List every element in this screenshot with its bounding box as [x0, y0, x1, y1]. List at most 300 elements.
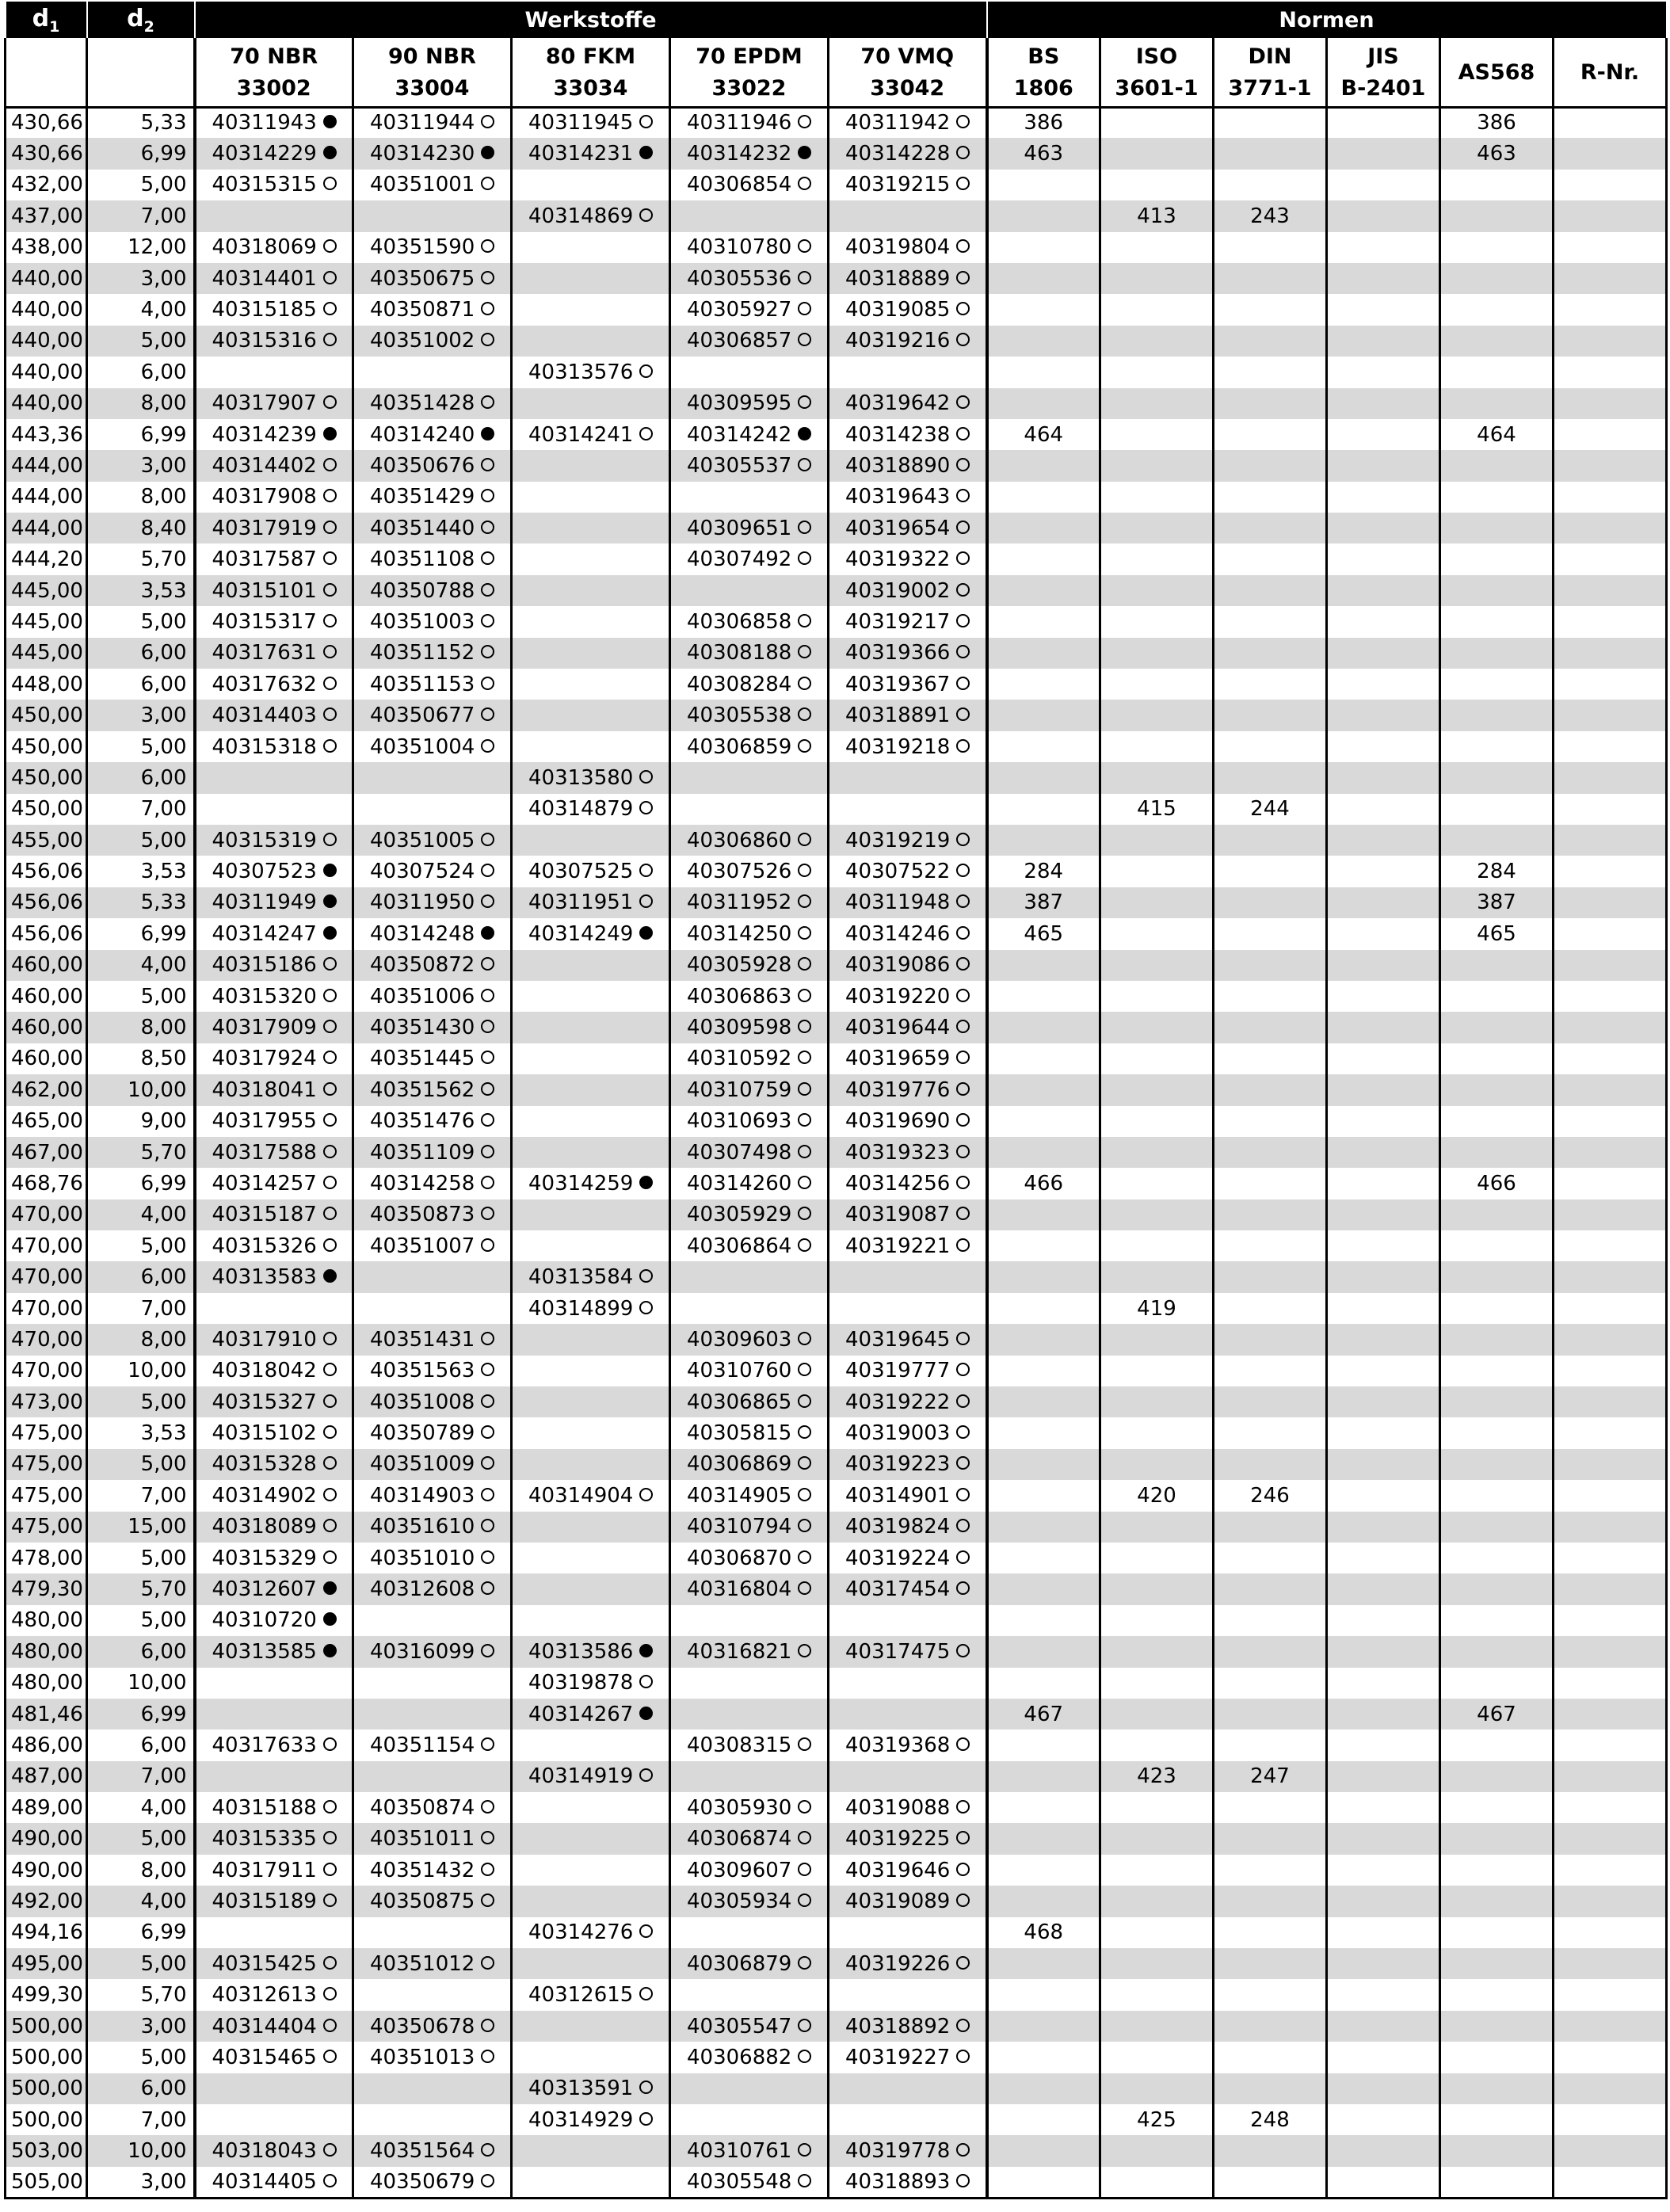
cell-norm	[1214, 1074, 1327, 1105]
cell-norm	[1214, 606, 1327, 637]
cell-norm	[1100, 1356, 1214, 1386]
cell-material	[829, 1449, 987, 1480]
cell-norm	[1327, 1823, 1440, 1854]
table-row	[6, 1543, 1667, 1573]
cell-norm	[1214, 1512, 1327, 1543]
cell-norm	[1440, 1543, 1554, 1573]
cell-material	[512, 2073, 670, 2104]
article-number: 40315327	[212, 1390, 317, 1414]
cell-material	[512, 1573, 670, 1604]
open-circle-icon	[956, 2174, 970, 2187]
cell-material	[512, 1823, 670, 1854]
cell-norm	[1100, 1417, 1214, 1448]
cell-norm	[1554, 1449, 1667, 1480]
cell-d1: 478,00	[6, 1543, 87, 1573]
cell-material	[512, 1480, 670, 1511]
article-number: 40351002	[370, 329, 475, 353]
table-row	[6, 1886, 1667, 1916]
open-circle-icon	[956, 1176, 970, 1189]
cell-norm: 419	[1100, 1293, 1214, 1324]
cell-d1: 437,00	[6, 200, 87, 231]
cell-d1: 460,00	[6, 1043, 87, 1074]
article-number: 40319643	[845, 485, 951, 509]
cell-norm	[1214, 1543, 1327, 1573]
cell-material	[195, 1543, 353, 1573]
cell-d1: 480,00	[6, 1668, 87, 1699]
open-circle-icon	[323, 1207, 337, 1220]
article-number: 40317924	[212, 1047, 317, 1071]
cell-norm	[987, 731, 1100, 762]
cell-d1: 440,00	[6, 294, 87, 325]
article-number: 40315315	[212, 173, 317, 197]
open-circle-icon	[798, 271, 811, 284]
cell-material	[670, 1480, 829, 1511]
table-row	[6, 887, 1667, 918]
cell-material	[195, 1792, 353, 1823]
article-number: 40315328	[212, 1452, 317, 1477]
filled-circle-icon	[323, 427, 337, 440]
cell-material	[512, 513, 670, 543]
article-number: 40319221	[845, 1234, 951, 1258]
article-number: 40311943	[212, 111, 317, 135]
open-circle-icon	[323, 1550, 337, 1564]
cell-d1: 445,00	[6, 606, 87, 637]
cell-norm	[1100, 170, 1214, 200]
article-number: 40351004	[370, 734, 475, 759]
cell-norm	[1100, 107, 1214, 138]
cell-material	[829, 700, 987, 730]
cell-norm	[987, 200, 1100, 231]
open-circle-icon	[798, 1644, 811, 1657]
cell-material	[670, 606, 829, 637]
cell-material	[353, 2104, 512, 2135]
cell-norm	[1214, 419, 1327, 450]
open-circle-icon	[481, 1363, 494, 1376]
cell-norm: 386	[1440, 107, 1554, 138]
cell-norm	[1100, 1855, 1214, 1886]
cell-norm	[1100, 1168, 1214, 1199]
cell-material	[195, 1979, 353, 2010]
article-number: 40305536	[687, 266, 792, 291]
open-circle-icon	[323, 2019, 337, 2032]
cell-material	[512, 2135, 670, 2166]
article-number: 40314402	[212, 453, 317, 478]
open-circle-icon	[323, 489, 337, 502]
norm-name: BS	[1028, 44, 1060, 69]
cell-material	[512, 918, 670, 949]
article-number: 40314231	[528, 142, 634, 166]
cell-norm	[1327, 2073, 1440, 2104]
table-row	[6, 669, 1667, 700]
cell-norm	[1554, 450, 1667, 481]
cell-norm: 464	[987, 419, 1100, 450]
cell-material	[195, 1761, 353, 1792]
cell-norm	[1327, 1699, 1440, 1730]
cell-material	[195, 450, 353, 481]
article-number: 40314901	[845, 1483, 951, 1508]
cell-norm	[1100, 1636, 1214, 1667]
cell-norm	[1554, 543, 1667, 574]
cell-material	[512, 1106, 670, 1137]
cell-norm	[1554, 1356, 1667, 1386]
article-number: 40308188	[687, 641, 792, 666]
cell-material	[829, 482, 987, 513]
article-number: 40314256	[845, 1171, 951, 1196]
table-row	[6, 1699, 1667, 1730]
cell-material	[829, 1293, 987, 1324]
cell-norm	[1327, 1792, 1440, 1823]
cell-norm	[1214, 1386, 1327, 1417]
cell-norm	[987, 1792, 1100, 1823]
cell-d2: 5,00	[87, 825, 195, 856]
article-number: 40310759	[687, 1077, 792, 1102]
article-number: 40315101	[212, 578, 317, 603]
open-circle-icon	[956, 1581, 970, 1595]
article-number: 40351590	[370, 235, 475, 260]
open-circle-icon	[798, 926, 811, 940]
cell-norm	[987, 170, 1100, 200]
cell-norm	[1327, 1730, 1440, 1760]
cell-norm	[987, 1012, 1100, 1043]
cell-material	[670, 513, 829, 543]
open-circle-icon	[798, 1020, 811, 1033]
cell-norm	[1554, 1668, 1667, 1699]
cell-norm	[1327, 1293, 1440, 1324]
article-number: 40319777	[845, 1359, 951, 1383]
article-number: 40350676	[370, 453, 475, 478]
filled-circle-icon	[323, 1269, 337, 1283]
article-number: 40350678	[370, 2014, 475, 2038]
open-circle-icon	[481, 1207, 494, 1220]
material-header	[353, 39, 512, 107]
cell-norm	[1100, 482, 1214, 513]
open-circle-icon	[798, 1176, 811, 1189]
article-number: 40351476	[370, 1109, 475, 1134]
article-number: 40307526	[687, 860, 792, 884]
cell-norm: 466	[1440, 1168, 1554, 1199]
open-circle-icon	[956, 302, 970, 315]
cell-material	[512, 2042, 670, 2073]
cell-norm	[1100, 2011, 1214, 2042]
cell-norm	[1327, 1480, 1440, 1511]
cell-norm	[1440, 1012, 1554, 1043]
cell-d2: 12,00	[87, 232, 195, 263]
open-circle-icon	[956, 1207, 970, 1220]
open-circle-icon	[798, 645, 811, 658]
cell-norm	[987, 1324, 1100, 1355]
cell-material	[512, 669, 670, 700]
cell-material	[670, 638, 829, 669]
material-name: 70 VMQ	[860, 44, 955, 69]
table-row	[6, 1137, 1667, 1168]
cell-norm	[987, 1605, 1100, 1636]
article-number: 40350874	[370, 1795, 475, 1820]
open-circle-icon	[481, 894, 494, 908]
cell-material	[829, 2073, 987, 2104]
cell-norm: 387	[987, 887, 1100, 918]
table-row	[6, 1823, 1667, 1854]
table-row	[6, 1761, 1667, 1792]
article-number: 40306858	[687, 609, 792, 634]
material-code: 33034	[553, 75, 628, 101]
article-number: 40350789	[370, 1421, 475, 1446]
cell-norm	[1554, 1230, 1667, 1261]
cell-d1: 445,00	[6, 575, 87, 606]
article-number: 40317911	[212, 1858, 317, 1882]
table-row	[6, 107, 1667, 138]
cell-material	[512, 1979, 670, 2010]
cell-material	[670, 981, 829, 1012]
open-circle-icon	[481, 614, 494, 627]
filled-circle-icon	[323, 864, 337, 877]
cell-norm	[1440, 1573, 1554, 1604]
cell-norm	[987, 543, 1100, 574]
table-row	[6, 2011, 1667, 2042]
article-number: 40305815	[687, 1421, 792, 1446]
cell-material	[353, 1730, 512, 1760]
article-number: 40314229	[212, 142, 317, 166]
table-row	[6, 2104, 1667, 2135]
cell-norm	[1440, 482, 1554, 513]
cell-material	[670, 1199, 829, 1230]
open-circle-icon	[798, 833, 811, 846]
cell-material	[353, 1199, 512, 1230]
article-number: 40310720	[212, 1608, 317, 1633]
cell-material	[195, 543, 353, 574]
cell-material	[829, 1230, 987, 1261]
cell-material	[353, 669, 512, 700]
cell-norm	[1440, 1823, 1554, 1854]
open-circle-icon	[956, 333, 970, 346]
open-circle-icon	[956, 707, 970, 721]
cell-material	[353, 450, 512, 481]
article-number: 40307492	[687, 547, 792, 572]
cell-material	[353, 2167, 512, 2198]
cell-material	[353, 1324, 512, 1355]
cell-material	[195, 606, 353, 637]
cell-norm	[987, 326, 1100, 357]
article-number: 40351431	[370, 1327, 475, 1352]
table-row	[6, 1480, 1667, 1511]
open-circle-icon	[639, 1675, 653, 1688]
open-circle-icon	[798, 1894, 811, 1907]
cell-material	[670, 1573, 829, 1604]
cell-d1: 486,00	[6, 1730, 87, 1760]
cell-material	[512, 1855, 670, 1886]
cell-norm	[1554, 1699, 1667, 1730]
cell-norm	[1100, 1730, 1214, 1760]
cell-norm	[1214, 1730, 1327, 1760]
cell-norm	[1440, 794, 1554, 825]
cell-norm	[1327, 1106, 1440, 1137]
cell-norm	[1100, 1823, 1214, 1854]
cell-d2: 10,00	[87, 1074, 195, 1105]
open-circle-icon	[956, 1425, 970, 1439]
cell-d1: 500,00	[6, 2011, 87, 2042]
article-number: 40319776	[845, 1077, 951, 1102]
cell-d2: 3,53	[87, 856, 195, 887]
open-circle-icon	[956, 395, 970, 409]
open-circle-icon	[798, 1800, 811, 1813]
cell-d1: 475,00	[6, 1449, 87, 1480]
article-number: 40319222	[845, 1390, 951, 1414]
cell-norm	[1440, 326, 1554, 357]
filled-circle-icon	[323, 115, 337, 128]
article-number: 40305928	[687, 953, 792, 978]
cell-d1: 438,00	[6, 232, 87, 263]
cell-norm	[1100, 326, 1214, 357]
cell-material	[512, 731, 670, 762]
open-circle-icon	[798, 1051, 811, 1064]
cell-norm	[1554, 1261, 1667, 1292]
open-circle-icon	[956, 458, 970, 471]
open-circle-icon	[481, 1332, 494, 1345]
cell-material	[195, 1730, 353, 1760]
cell-d2: 3,00	[87, 450, 195, 481]
cell-material	[353, 1480, 512, 1511]
open-circle-icon	[323, 2050, 337, 2063]
open-circle-icon	[956, 489, 970, 502]
open-circle-icon	[481, 271, 494, 284]
article-number: 40319223	[845, 1452, 951, 1477]
cell-norm	[1327, 856, 1440, 887]
open-circle-icon	[798, 1456, 811, 1470]
cell-material	[353, 543, 512, 574]
article-number: 40314259	[528, 1171, 634, 1196]
cell-material	[829, 2104, 987, 2135]
cell-norm	[1327, 326, 1440, 357]
article-number: 40317454	[845, 1577, 951, 1602]
cell-norm	[1440, 1449, 1554, 1480]
cell-norm	[1554, 388, 1667, 419]
cell-d2: 5,33	[87, 107, 195, 138]
open-circle-icon	[323, 2143, 337, 2157]
cell-norm	[1214, 388, 1327, 419]
cell-norm	[1214, 1699, 1327, 1730]
article-number: 40318089	[212, 1515, 317, 1539]
article-number: 40315319	[212, 828, 317, 852]
cell-norm	[1214, 357, 1327, 387]
article-number: 40319226	[845, 1951, 951, 1976]
open-circle-icon	[323, 1425, 337, 1439]
cell-material	[512, 232, 670, 263]
cell-d2: 6,99	[87, 1168, 195, 1199]
article-number: 40317907	[212, 391, 317, 416]
cell-norm	[1214, 482, 1327, 513]
cell-norm	[987, 388, 1100, 419]
cell-norm	[1214, 1199, 1327, 1230]
cell-norm	[1440, 2167, 1554, 2198]
cell-norm	[1214, 1823, 1327, 1854]
cell-material	[353, 825, 512, 856]
open-circle-icon	[798, 1863, 811, 1876]
cell-material	[195, 1699, 353, 1730]
open-circle-icon	[956, 146, 970, 159]
table-row	[6, 638, 1667, 669]
cell-material	[829, 575, 987, 606]
open-circle-icon	[798, 177, 811, 190]
cell-norm	[1214, 1855, 1327, 1886]
article-number: 40314404	[212, 2014, 317, 2038]
open-circle-icon	[323, 1332, 337, 1345]
table-row	[6, 1199, 1667, 1230]
cell-material	[829, 1137, 987, 1168]
cell-d1: 490,00	[6, 1855, 87, 1886]
article-number: 40311949	[212, 891, 317, 915]
open-circle-icon	[481, 1737, 494, 1751]
cell-d1: 460,00	[6, 1012, 87, 1043]
cell-d2: 3,00	[87, 2167, 195, 2198]
open-circle-icon	[956, 1488, 970, 1501]
cell-material	[353, 1106, 512, 1137]
norm-header	[1554, 39, 1667, 107]
cell-material	[670, 543, 829, 574]
cell-material	[195, 388, 353, 419]
cell-material	[353, 700, 512, 730]
cell-material	[829, 1324, 987, 1355]
cell-material	[512, 606, 670, 637]
cell-material	[512, 543, 670, 574]
cell-norm	[1214, 1137, 1327, 1168]
cell-material	[829, 2135, 987, 2166]
cell-material	[670, 1417, 829, 1448]
cell-norm	[1100, 575, 1214, 606]
article-number: 40319225	[845, 1827, 951, 1852]
open-circle-icon	[481, 1238, 494, 1252]
cell-material	[670, 2042, 829, 2073]
cell-norm	[1554, 1043, 1667, 1074]
cell-norm	[1554, 232, 1667, 263]
d1-header: $d_1$	[6, 1, 87, 39]
cell-material	[353, 1886, 512, 1916]
article-number: 40315186	[212, 953, 317, 978]
cell-norm	[1100, 606, 1214, 637]
open-circle-icon	[956, 177, 970, 190]
article-number: 40317908	[212, 485, 317, 509]
cell-d2: 7,00	[87, 794, 195, 825]
open-circle-icon	[323, 1800, 337, 1813]
cell-d1: 440,00	[6, 357, 87, 387]
cell-material	[670, 700, 829, 730]
cell-d1: 495,00	[6, 1948, 87, 1979]
cell-norm	[987, 1886, 1100, 1916]
cell-norm	[1440, 1356, 1554, 1386]
cell-norm	[987, 2135, 1100, 2166]
cell-norm	[1100, 138, 1214, 169]
article-number: 40319002	[845, 578, 951, 603]
article-number: 40317632	[212, 672, 317, 696]
open-circle-icon	[798, 1145, 811, 1158]
cell-norm	[1327, 294, 1440, 325]
open-circle-icon	[798, 1238, 811, 1252]
cell-material	[829, 1855, 987, 1886]
cell-norm	[1214, 170, 1327, 200]
cell-material	[829, 1012, 987, 1043]
table-row	[6, 1449, 1667, 1480]
cell-material	[829, 1886, 987, 1916]
norm-name: JIS	[1367, 44, 1399, 69]
cell-d1: 444,20	[6, 543, 87, 574]
article-number: 40351429	[370, 485, 475, 509]
cell-d2: 6,00	[87, 1261, 195, 1292]
filled-circle-icon	[323, 926, 337, 940]
article-number: 40319215	[845, 173, 951, 197]
article-number: 40311946	[687, 111, 792, 135]
cell-norm	[1440, 1761, 1554, 1792]
cell-norm	[1554, 2167, 1667, 2198]
cell-d2: 5,00	[87, 1449, 195, 1480]
article-number: 40350679	[370, 2169, 475, 2194]
